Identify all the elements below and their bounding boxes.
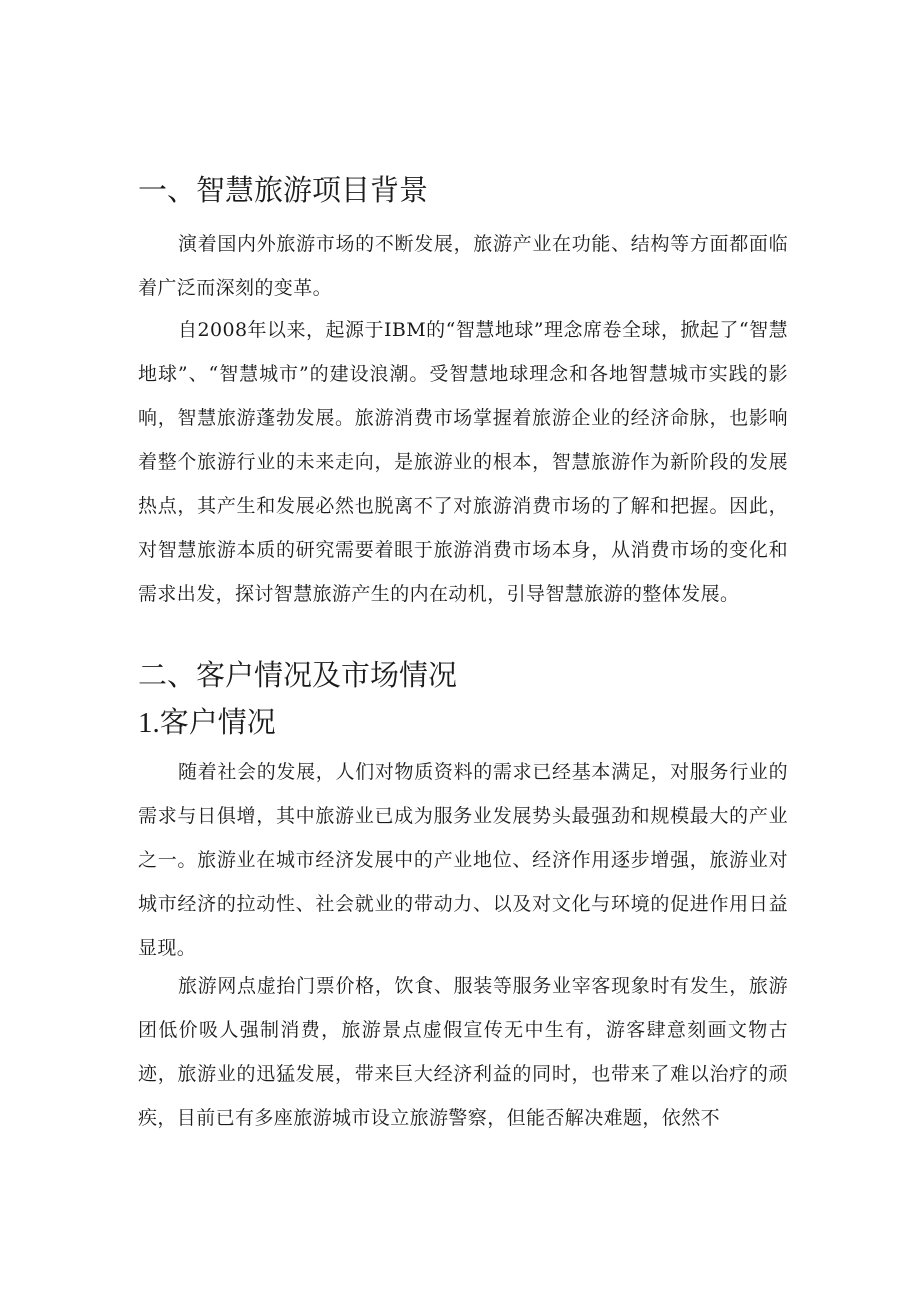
section-heading-customer-market: 二、客户情况及市场情况 <box>138 658 458 692</box>
paragraph-customer-demand: 随着社会的发展，人们对物质资料的需求已经基本满足，对服务行业的需求与日俱增，其中旅游业已成为服务业发展势头最强劲和规模最大的产业之一。旅游业在城市经济发展中的产业地位、经济作用逐步增强，旅游业对城市经济的拉动性、社会就业的带动力、以及对文化与环境的促进作用日益显现。 <box>138 761 788 959</box>
section-heading-background: 一、智慧旅游项目背景 <box>138 173 429 207</box>
paragraph-intro: 演着国内外旅游市场的不断发展，旅游产业在功能、结构等方面都面临着广泛而深刻的变革。 <box>138 233 788 299</box>
subheading-customer: 1.客户情况 <box>138 707 276 739</box>
paragraph-tourism-problems: 旅游网点虚抬门票价格，饮食、服装等服务业宰客现象时有发生，旅游团低价吸人强制消费，旅游景点虚假宣传无中生有，游客肆意刻画文物古迹，旅游业的迅猛发展，带来巨大经济利益的同时，也带来了难以治疗的顽疾，目前已有多座旅游城市设立旅游警察，但能否解决难题，依然不 <box>138 975 788 1129</box>
paragraph-smart-tourism: 自2008年以来，起源于IBM的“智慧地球”理念席卷全球，掀起了“智慧地球”、“智慧城市”的建设浪潮。受智慧地球理念和各地智慧城市实践的影响，智慧旅游蓬勃发展。旅游消费市场掌握着旅游企业的经济命脉，也影响着整个旅游行业的未来走向，是旅游业的根本，智慧旅游作为新阶段的发展热点，其产生和发展必然也脱离不了对旅游消费市场的了解和把握。因此，对智慧旅游本质的研究需要着眼于旅游消费市场本身，从消费市场的变化和需求出发，探讨智慧旅游产生的内在动机，引导智慧旅游的整体发展。 <box>138 319 788 605</box>
